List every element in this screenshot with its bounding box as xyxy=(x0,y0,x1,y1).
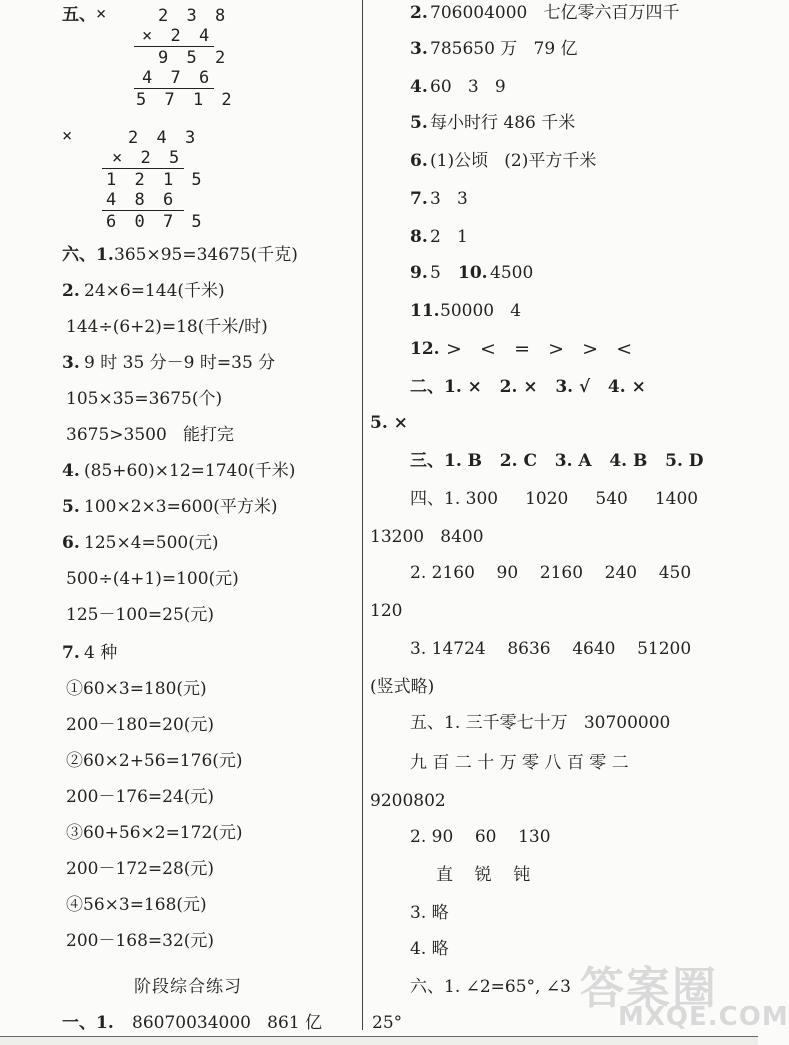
item-text: 50000 4 xyxy=(440,301,522,321)
watermark-logo xyxy=(560,952,789,1036)
answer-line: 4 种 xyxy=(84,643,118,663)
section-2-answers: 二、1. × 2. × 3. √ 4. × xyxy=(410,377,646,397)
item-label: 7. xyxy=(410,189,428,209)
section-4-answers: 120 xyxy=(370,601,403,621)
answer-line: (85+60)×12=1740(千米) xyxy=(84,461,296,481)
answer-line: 500÷(4+1)=100(元) xyxy=(66,569,239,589)
item-text: 2 1 xyxy=(430,227,468,247)
label-5: 5. xyxy=(62,497,80,517)
mult-multiplier: × 2 4 xyxy=(142,26,214,46)
section-6-answers: 六、1. ∠2=65°, ∠3 xyxy=(410,977,571,997)
answer-line: 200－180=20(元) xyxy=(66,715,215,735)
item-label: 9. xyxy=(410,263,428,283)
section-5-answers: 3. 略 xyxy=(410,903,449,923)
column-divider xyxy=(362,0,363,1030)
answer-line: 200－172=28(元) xyxy=(66,859,215,879)
mult-top: 2 4 3 xyxy=(128,128,200,148)
mult-partial-2: 4 7 6 xyxy=(142,68,214,88)
label-7: 7. xyxy=(62,643,80,663)
item-label: 5. xyxy=(410,113,428,133)
answer-line: 100×2×3=600(平方米) xyxy=(84,497,278,517)
item-label: 6. xyxy=(410,151,428,171)
answer-line: 105×35=3675(个) xyxy=(66,389,223,409)
answer-line: 200－168=32(元) xyxy=(66,931,215,951)
mult-result: 6 0 7 5 xyxy=(106,212,206,232)
section-4-answers: 四、1. 300 1020 540 1400 xyxy=(410,489,699,509)
label-6-1: 六、1. xyxy=(62,245,114,265)
item-label: 10. xyxy=(458,263,488,283)
section-5-answers: 五、1. 三千零七十万 30700000 xyxy=(410,713,671,733)
section-title: 阶段综合练习 xyxy=(134,977,242,997)
item-label: 4. xyxy=(410,77,428,97)
item-text: (1)公顷 (2)平方千米 xyxy=(430,151,597,171)
section-4-answers: (竖式略) xyxy=(370,677,435,697)
section-4-answers: 2. 2160 90 2160 240 450 xyxy=(410,563,692,583)
section-5-answers: 4. 略 xyxy=(410,939,449,959)
answer-line: 9 时 35 分－9 时=35 分 xyxy=(84,353,276,373)
item-text: 706004000 七亿零六百万四千 xyxy=(430,3,680,23)
answer-line: 365×95=34675(千克) xyxy=(114,245,298,265)
answer-line: ①60×3=180(元) xyxy=(66,679,207,699)
item-text: 785650 万 79 亿 xyxy=(430,39,578,59)
answer-line: ③60+56×2=172(元) xyxy=(66,823,243,843)
section-3-answers: 三、1. B 2. C 3. A 4. B 5. D xyxy=(410,451,704,471)
answer-line: 200－176=24(元) xyxy=(66,787,215,807)
section-5-answers: 2. 90 60 130 xyxy=(410,827,551,847)
section-4-answers: 3. 14724 8636 4640 51200 xyxy=(410,639,692,659)
multiplication-238x24 xyxy=(96,4,236,110)
mult-partial-1: 9 5 2 xyxy=(158,48,230,68)
item-label: 12. xyxy=(410,339,440,359)
watermark-url: MXQE.COM xyxy=(618,1002,789,1032)
mult-multiplier: × 2 5 xyxy=(112,148,184,168)
label-1-1: 一、1. xyxy=(62,1013,114,1033)
item-text: 每小时行 486 千米 xyxy=(430,113,576,133)
answer-line: 125×4=500(元) xyxy=(84,533,219,553)
section-5-answers: 九 百 二 十 万 零 八 百 零 二 xyxy=(410,753,629,773)
item-text: 5 xyxy=(430,263,458,283)
answer-line: 24×6=144(千米) xyxy=(84,281,225,301)
item-text: 60 3 9 xyxy=(430,77,506,97)
mult-sign: × xyxy=(96,4,111,24)
label-4: 4. xyxy=(62,461,80,481)
item-text: > < = > > < xyxy=(446,338,633,360)
section-5-answers: 9200802 xyxy=(370,791,446,811)
item-label: 11. xyxy=(410,301,440,321)
label-6: 6. xyxy=(62,533,80,553)
mult-partial-2: 4 8 6 xyxy=(106,190,178,210)
section-6-answers: 25° xyxy=(372,1013,403,1033)
section-5-answers: 直 锐 钝 xyxy=(436,865,531,885)
section-2-answers: 5. × xyxy=(370,413,408,433)
item-label: 3. xyxy=(410,39,428,59)
answer-line: ④56×3=168(元) xyxy=(66,895,207,915)
watermark-text: 答案圈 xyxy=(580,963,718,1014)
section-4-answers: 13200 8400 xyxy=(370,527,484,547)
item-text: 4500 xyxy=(490,263,534,283)
answer-line: 125－100=25(元) xyxy=(66,605,215,625)
multiplication-243x25 xyxy=(62,126,206,232)
label-2: 2. xyxy=(62,281,80,301)
mult-sign: × xyxy=(62,126,77,146)
mult-top: 2 3 8 xyxy=(158,6,230,26)
answer-line: 144÷(6+2)=18(千米/时) xyxy=(66,317,268,337)
item-text: 3 3 xyxy=(430,189,468,209)
mult-result: 5 7 1 2 xyxy=(136,90,236,110)
answer-line: 3675>3500 能打完 xyxy=(66,425,234,445)
label-3: 3. xyxy=(62,353,80,373)
answer-line: 86070034000 861 亿 xyxy=(132,1013,323,1033)
item-label: 2. xyxy=(410,3,428,23)
item-label: 8. xyxy=(410,227,428,247)
bottom-rule xyxy=(0,1036,758,1045)
section-5-label: 五、 xyxy=(62,5,96,25)
mult-partial-1: 1 2 1 5 xyxy=(106,170,206,190)
answer-line: ②60×2+56=176(元) xyxy=(66,751,243,771)
